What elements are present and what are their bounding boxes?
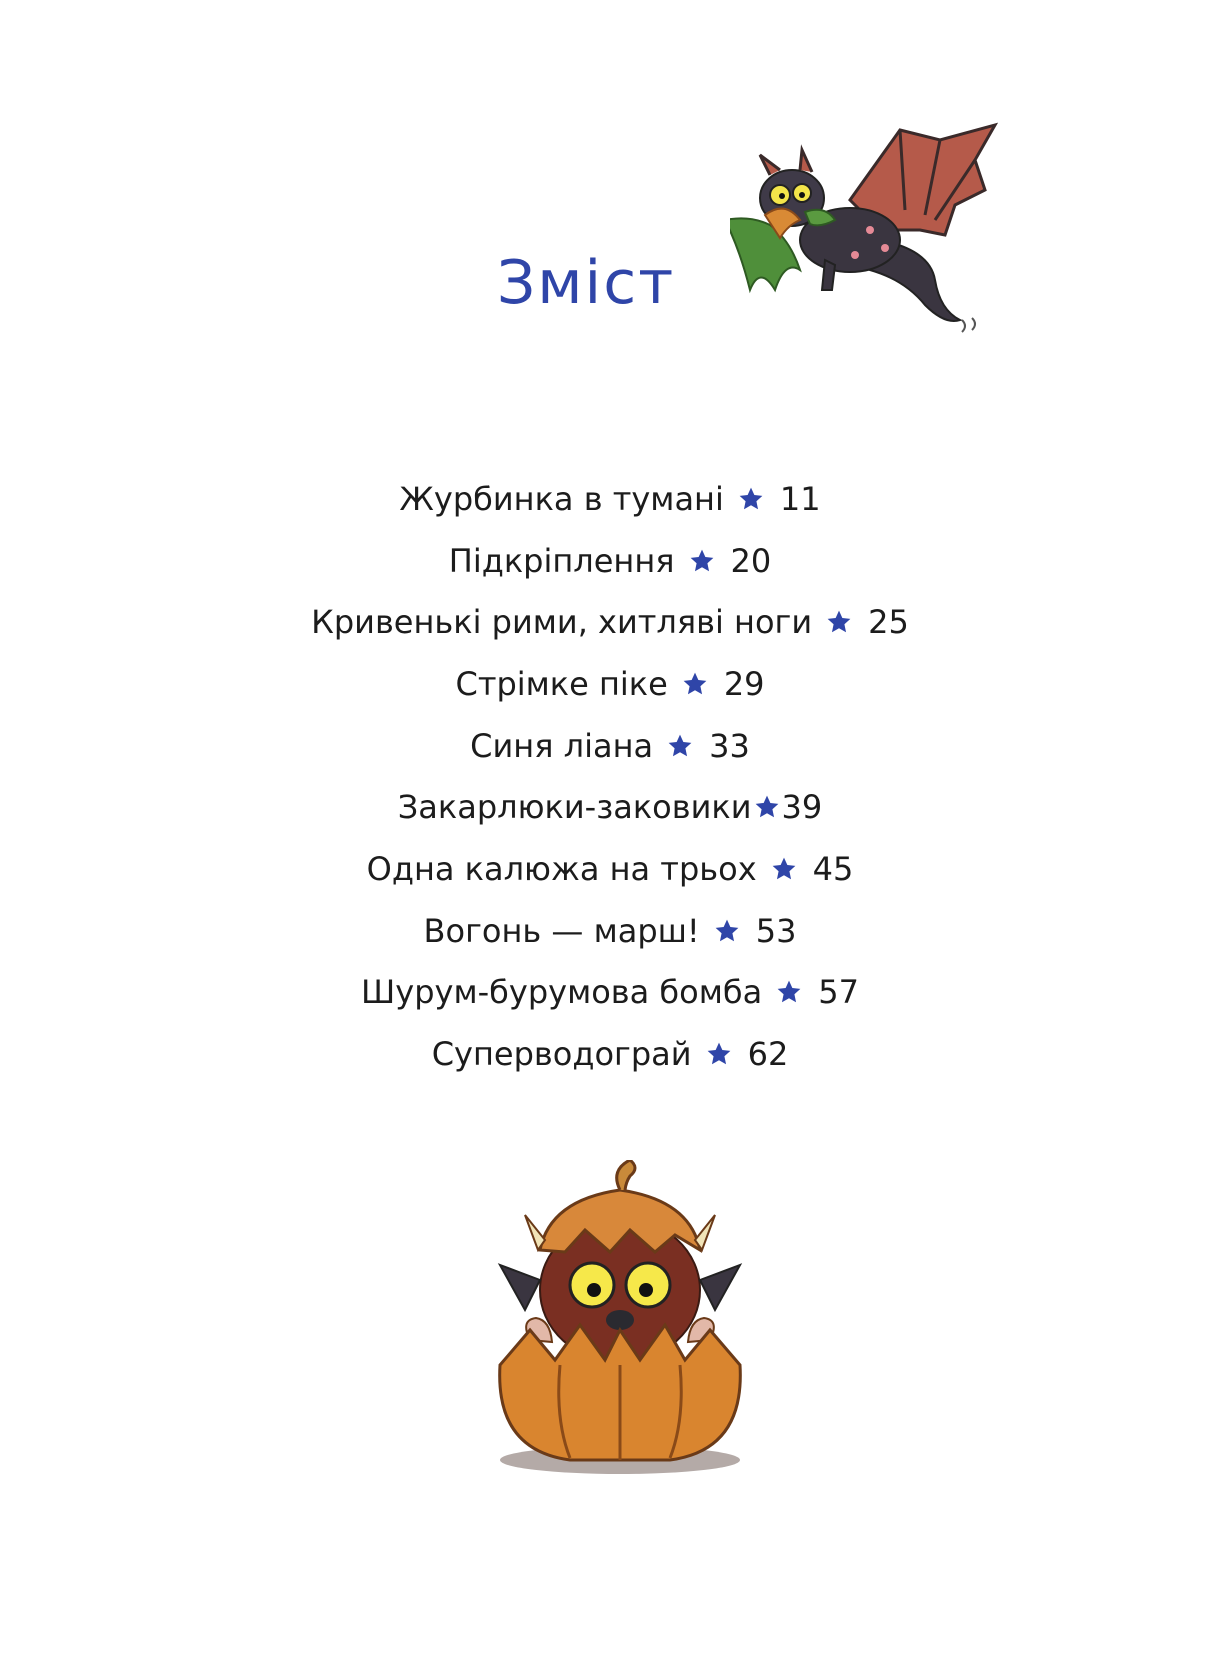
toc-entry-page: 57	[818, 973, 859, 1012]
toc-entry-title: Шурум-бурумова бомба	[361, 973, 763, 1012]
toc-entry-title: Синя ліана	[470, 726, 654, 765]
toc-entry-page: 11	[779, 479, 821, 518]
toc-entry-title: Суперводограй	[431, 1035, 692, 1074]
toc-entry[interactable]	[0, 962, 1220, 1024]
dragon-illustration	[730, 120, 1010, 350]
toc-entry[interactable]	[0, 653, 1220, 715]
toc-entry[interactable]	[0, 530, 1220, 592]
toc-entry-title: Кривенькі рими, хитляві ноги	[311, 603, 813, 642]
toc-entry[interactable]	[0, 591, 1220, 653]
toc-entry[interactable]	[0, 838, 1220, 900]
toc-entry-page: 33	[709, 726, 750, 765]
toc-entry-page: 39	[781, 788, 823, 827]
page-title: Зміст	[496, 248, 676, 318]
toc-entry-title: Одна калюжа на трьох	[366, 849, 757, 888]
toc-entry[interactable]	[0, 715, 1220, 777]
star-icon	[738, 486, 764, 512]
toc-entry-page: 53	[755, 911, 797, 950]
star-icon	[706, 1041, 732, 1067]
toc-entry-title: Вогонь — марш!	[423, 911, 700, 950]
toc-entry-title: Журбинка в тумані	[399, 479, 724, 518]
star-icon	[689, 548, 715, 574]
toc-entry-page: 20	[730, 541, 772, 580]
toc-entry-title: Стрімке піке	[455, 664, 668, 703]
toc-entry-title: Закарлюки-заковики	[397, 788, 752, 827]
toc-entry-page: 45	[812, 849, 854, 888]
star-icon	[754, 794, 780, 820]
pumpkin-monster-illustration	[470, 1160, 770, 1480]
toc-entry-page: 62	[747, 1035, 789, 1074]
toc-entry[interactable]	[0, 468, 1220, 530]
star-icon	[714, 918, 740, 944]
toc-entry-page: 29	[723, 664, 765, 703]
star-icon	[771, 856, 797, 882]
star-icon	[776, 979, 802, 1005]
star-icon	[667, 733, 693, 759]
star-icon	[682, 671, 708, 697]
table-of-contents	[0, 468, 1220, 1085]
toc-entry[interactable]	[0, 900, 1220, 962]
star-icon	[826, 609, 852, 635]
toc-entry[interactable]	[0, 776, 1220, 838]
toc-entry[interactable]	[0, 1023, 1220, 1085]
toc-entry-title: Підкріплення	[448, 541, 675, 580]
toc-entry-page: 25	[868, 603, 909, 642]
